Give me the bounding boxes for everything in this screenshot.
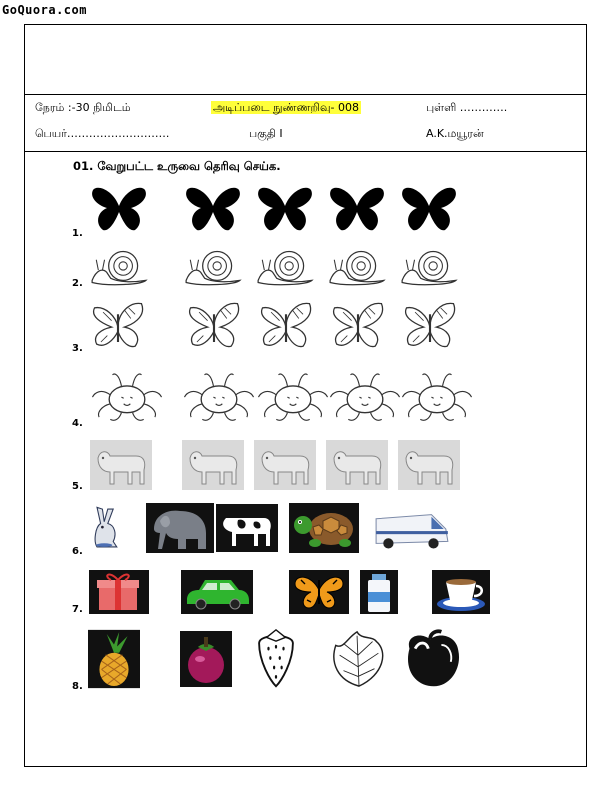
row-number-5: 5. — [72, 481, 83, 492]
snail-picture[interactable] — [326, 246, 388, 290]
worksheet-header — [25, 25, 586, 152]
title-highlight: அடிப்படை நுண்ணறிவு- 008 — [213, 101, 359, 114]
turtle-picture[interactable] — [288, 503, 360, 553]
cow-picture[interactable] — [216, 503, 278, 553]
author-label: A.K.மயூரன் — [426, 127, 484, 140]
snail-picture[interactable] — [88, 246, 150, 290]
mangosteen-picture[interactable] — [180, 628, 232, 690]
name-field: பெயர்………………………. — [35, 127, 170, 140]
calf-picture[interactable] — [254, 440, 316, 490]
butterfly-outline-picture[interactable] — [398, 298, 462, 354]
bug-picture[interactable] — [88, 368, 166, 424]
row-number-3: 3. — [72, 343, 83, 354]
row-number-1: 1. — [72, 228, 83, 239]
pineapple-picture[interactable] — [88, 628, 140, 690]
snail-picture[interactable] — [182, 246, 244, 290]
marks-field: புள்ளி …………. — [426, 101, 508, 114]
teacup-picture[interactable] — [432, 570, 490, 614]
question-instruction: 01. வேறுபட்ட உருவை தெரிவு செய்க. — [73, 159, 281, 173]
snail-picture[interactable] — [398, 246, 460, 290]
leaf-picture[interactable] — [326, 628, 392, 690]
elephant-picture[interactable] — [146, 503, 214, 553]
butterfly-silhouette-picture[interactable] — [182, 184, 244, 234]
bottle-picture[interactable] — [360, 570, 398, 614]
time-label: நேரம் :-30 நிமிடம் — [35, 101, 131, 114]
row-number-8: 8. — [72, 681, 83, 692]
snail-picture[interactable] — [254, 246, 316, 290]
butterfly-silhouette-picture[interactable] — [326, 184, 388, 234]
butterfly-outline-picture[interactable] — [326, 298, 390, 354]
gift-box-picture[interactable] — [88, 570, 150, 614]
rabbit-picture[interactable] — [88, 503, 124, 553]
butterfly-outline-picture[interactable] — [182, 298, 246, 354]
row-number-6: 6. — [72, 546, 83, 557]
worksheet-title — [211, 101, 361, 116]
butterfly-silhouette-picture[interactable] — [398, 184, 460, 234]
strawberry-picture[interactable] — [250, 628, 302, 690]
van-picture[interactable] — [372, 503, 454, 553]
butterfly-outline-picture[interactable] — [86, 298, 150, 354]
calf-picture[interactable] — [326, 440, 388, 490]
butterfly-picture[interactable] — [288, 570, 350, 614]
bug-picture[interactable] — [254, 368, 332, 424]
car-picture[interactable] — [180, 570, 254, 614]
section-label: பகுதி I — [249, 127, 283, 140]
site-watermark: GoQuora.com — [2, 3, 87, 17]
butterfly-silhouette-picture[interactable] — [88, 184, 150, 234]
bug-picture[interactable] — [398, 368, 476, 424]
row-number-2: 2. — [72, 278, 83, 289]
row-number-7: 7. — [72, 604, 83, 615]
bug-picture[interactable] — [326, 368, 404, 424]
calf-picture[interactable] — [90, 440, 152, 490]
calf-picture[interactable] — [182, 440, 244, 490]
bug-picture[interactable] — [180, 368, 258, 424]
row-number-4: 4. — [72, 418, 83, 429]
header-divider — [25, 94, 586, 95]
calf-picture[interactable] — [398, 440, 460, 490]
bell-pepper-picture[interactable] — [396, 628, 468, 690]
butterfly-outline-picture[interactable] — [254, 298, 318, 354]
butterfly-silhouette-picture[interactable] — [254, 184, 316, 234]
